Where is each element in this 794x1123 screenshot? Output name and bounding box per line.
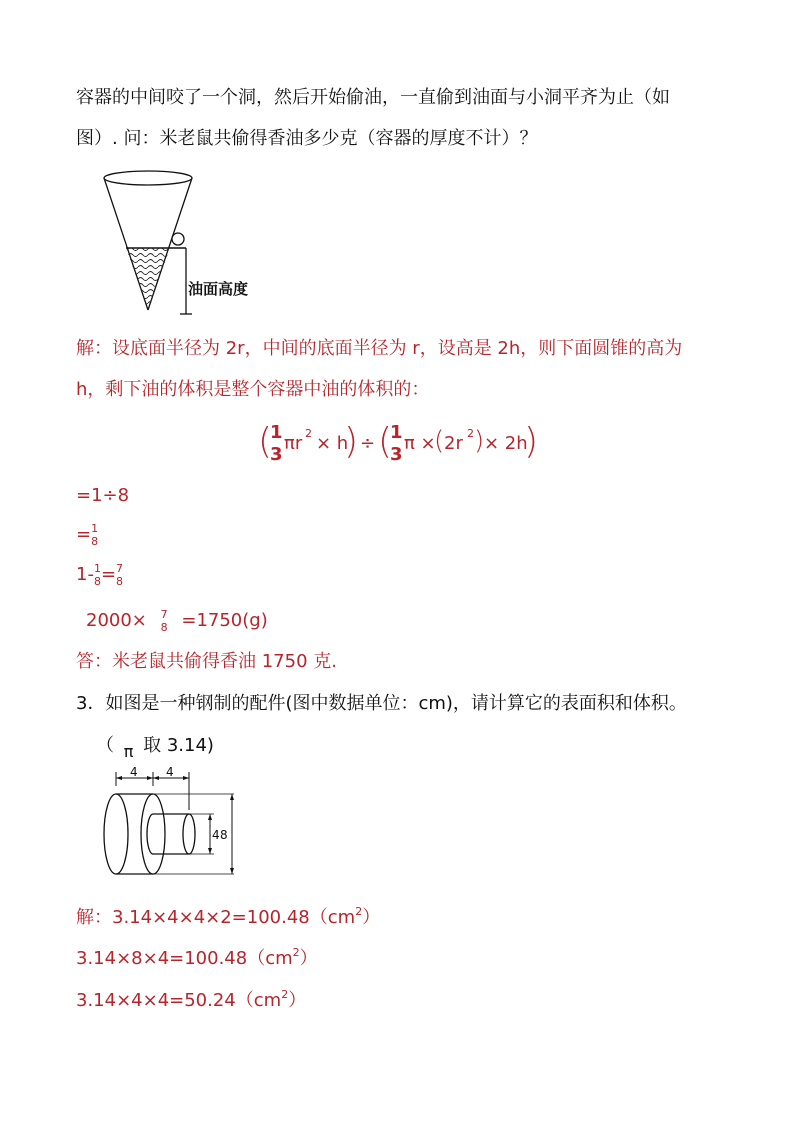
solution3-line1-text: 解：3.14×4×4×2=100.48（cm <box>76 907 356 928</box>
solution2-line2: h，剩下油的体积是整个容器中油的体积的： <box>76 379 430 400</box>
small-cylinder-face <box>183 814 195 854</box>
equals-sign: = <box>100 564 117 585</box>
solution3-line2 <box>76 941 318 971</box>
fraction-one-eighth-b <box>94 562 101 588</box>
times-h: × h <box>316 433 349 454</box>
sq-exp: 2 <box>292 946 300 959</box>
solution3-line3 <box>76 983 306 1013</box>
step-one-div-eight: =1÷8 <box>76 485 130 506</box>
frac-num: 7 <box>160 608 168 621</box>
frac-one-third-den: 3 <box>270 444 283 465</box>
oil-height-label: 油面高度 <box>188 280 249 298</box>
steel-part-figure <box>96 766 246 878</box>
one-minus: 1- <box>76 564 94 585</box>
divide-sign: ÷ <box>360 433 376 454</box>
dim-label-4-left: 4 <box>130 766 138 779</box>
frac-den: 8 <box>160 621 168 634</box>
pi-note <box>96 734 214 761</box>
big-cylinder-back <box>104 794 128 874</box>
mass-right: =1750(g) <box>181 610 268 631</box>
square-exp-2: 2 <box>467 427 474 440</box>
solution3-line1 <box>76 900 380 930</box>
paren-open-3: ( <box>434 426 445 456</box>
frac-one-third-num-2: 1 <box>390 422 403 443</box>
step-final-mass <box>86 608 268 634</box>
fraction-seven-eighths-b <box>161 608 168 634</box>
solution3-line2-text: 3.14×8×4=100.48（cm <box>76 948 293 969</box>
mass-left: 2000× <box>86 610 147 631</box>
hole <box>172 233 184 245</box>
frac-den: 8 <box>91 535 99 548</box>
pi-note-open: （ <box>96 735 114 756</box>
frac-one-third-num: 1 <box>270 422 283 443</box>
dim-label-8-large-diameter: 8 <box>220 828 228 842</box>
frac-num: 1 <box>91 522 99 535</box>
fraction-seven-eighths <box>116 562 123 588</box>
big-cylinder-face <box>141 794 165 874</box>
frac-num: 7 <box>116 562 124 575</box>
oil-fill <box>126 248 170 310</box>
frac-den: 8 <box>116 575 124 588</box>
close-paren: ） <box>362 907 381 928</box>
pi-r: πr <box>284 433 303 454</box>
paren-close-2: ) <box>524 421 539 462</box>
close-paren: ） <box>288 990 307 1011</box>
step-one-eighth <box>76 522 98 548</box>
times-2h: × 2h <box>484 433 528 454</box>
paren-open-2: ( <box>378 421 393 462</box>
cone-figure <box>98 168 278 318</box>
paren-close-1: ) <box>344 421 359 462</box>
step-seven-eighths <box>76 562 123 588</box>
close-paren: ） <box>299 948 318 969</box>
pi-times: π × <box>404 433 436 454</box>
frac-num: 1 <box>93 562 101 575</box>
sq-exp: 2 <box>355 905 363 918</box>
frac-den: 8 <box>93 575 101 588</box>
frac-one-third-den-2: 3 <box>390 444 403 465</box>
solution2-line1: 解：设底面半径为 2r，中间的底面半径为 r，设高是 2h，则下面圆锥的高为 <box>76 338 683 359</box>
volume-ratio-formula <box>258 420 548 470</box>
problem3-line1: 3．如图是一种钢制的配件(图中数据单位：cm)，请计算它的表面积和体积。 <box>76 693 687 714</box>
sq-exp: 2 <box>281 988 289 1001</box>
dim-label-4-right: 4 <box>166 766 174 779</box>
dim-label-4-small-diameter: 4 <box>212 828 220 842</box>
problem2-line2: 图）. 问：米老鼠共偷得香油多少克（容器的厚度不计）？ <box>76 128 538 149</box>
cone-rim <box>104 171 192 185</box>
square-exp-1: 2 <box>305 427 312 440</box>
paren-open-1: ( <box>258 421 273 462</box>
answer-line: 答：米老鼠共偷得香油 1750 克. <box>76 651 337 672</box>
equals-sign: = <box>76 524 92 545</box>
paren-close-3: ) <box>474 426 485 456</box>
fraction-one-eighth <box>91 522 98 548</box>
pi-symbol: π <box>123 742 134 761</box>
solution3-line3-text: 3.14×4×4=50.24（cm <box>76 990 282 1011</box>
pi-note-close: 取 3.14) <box>143 735 214 756</box>
two-r: 2r <box>444 433 463 454</box>
problem2-line1: 容器的中间咬了一个洞，然后开始偷油，一直偷到油面与小洞平齐为止（如 <box>76 87 670 108</box>
